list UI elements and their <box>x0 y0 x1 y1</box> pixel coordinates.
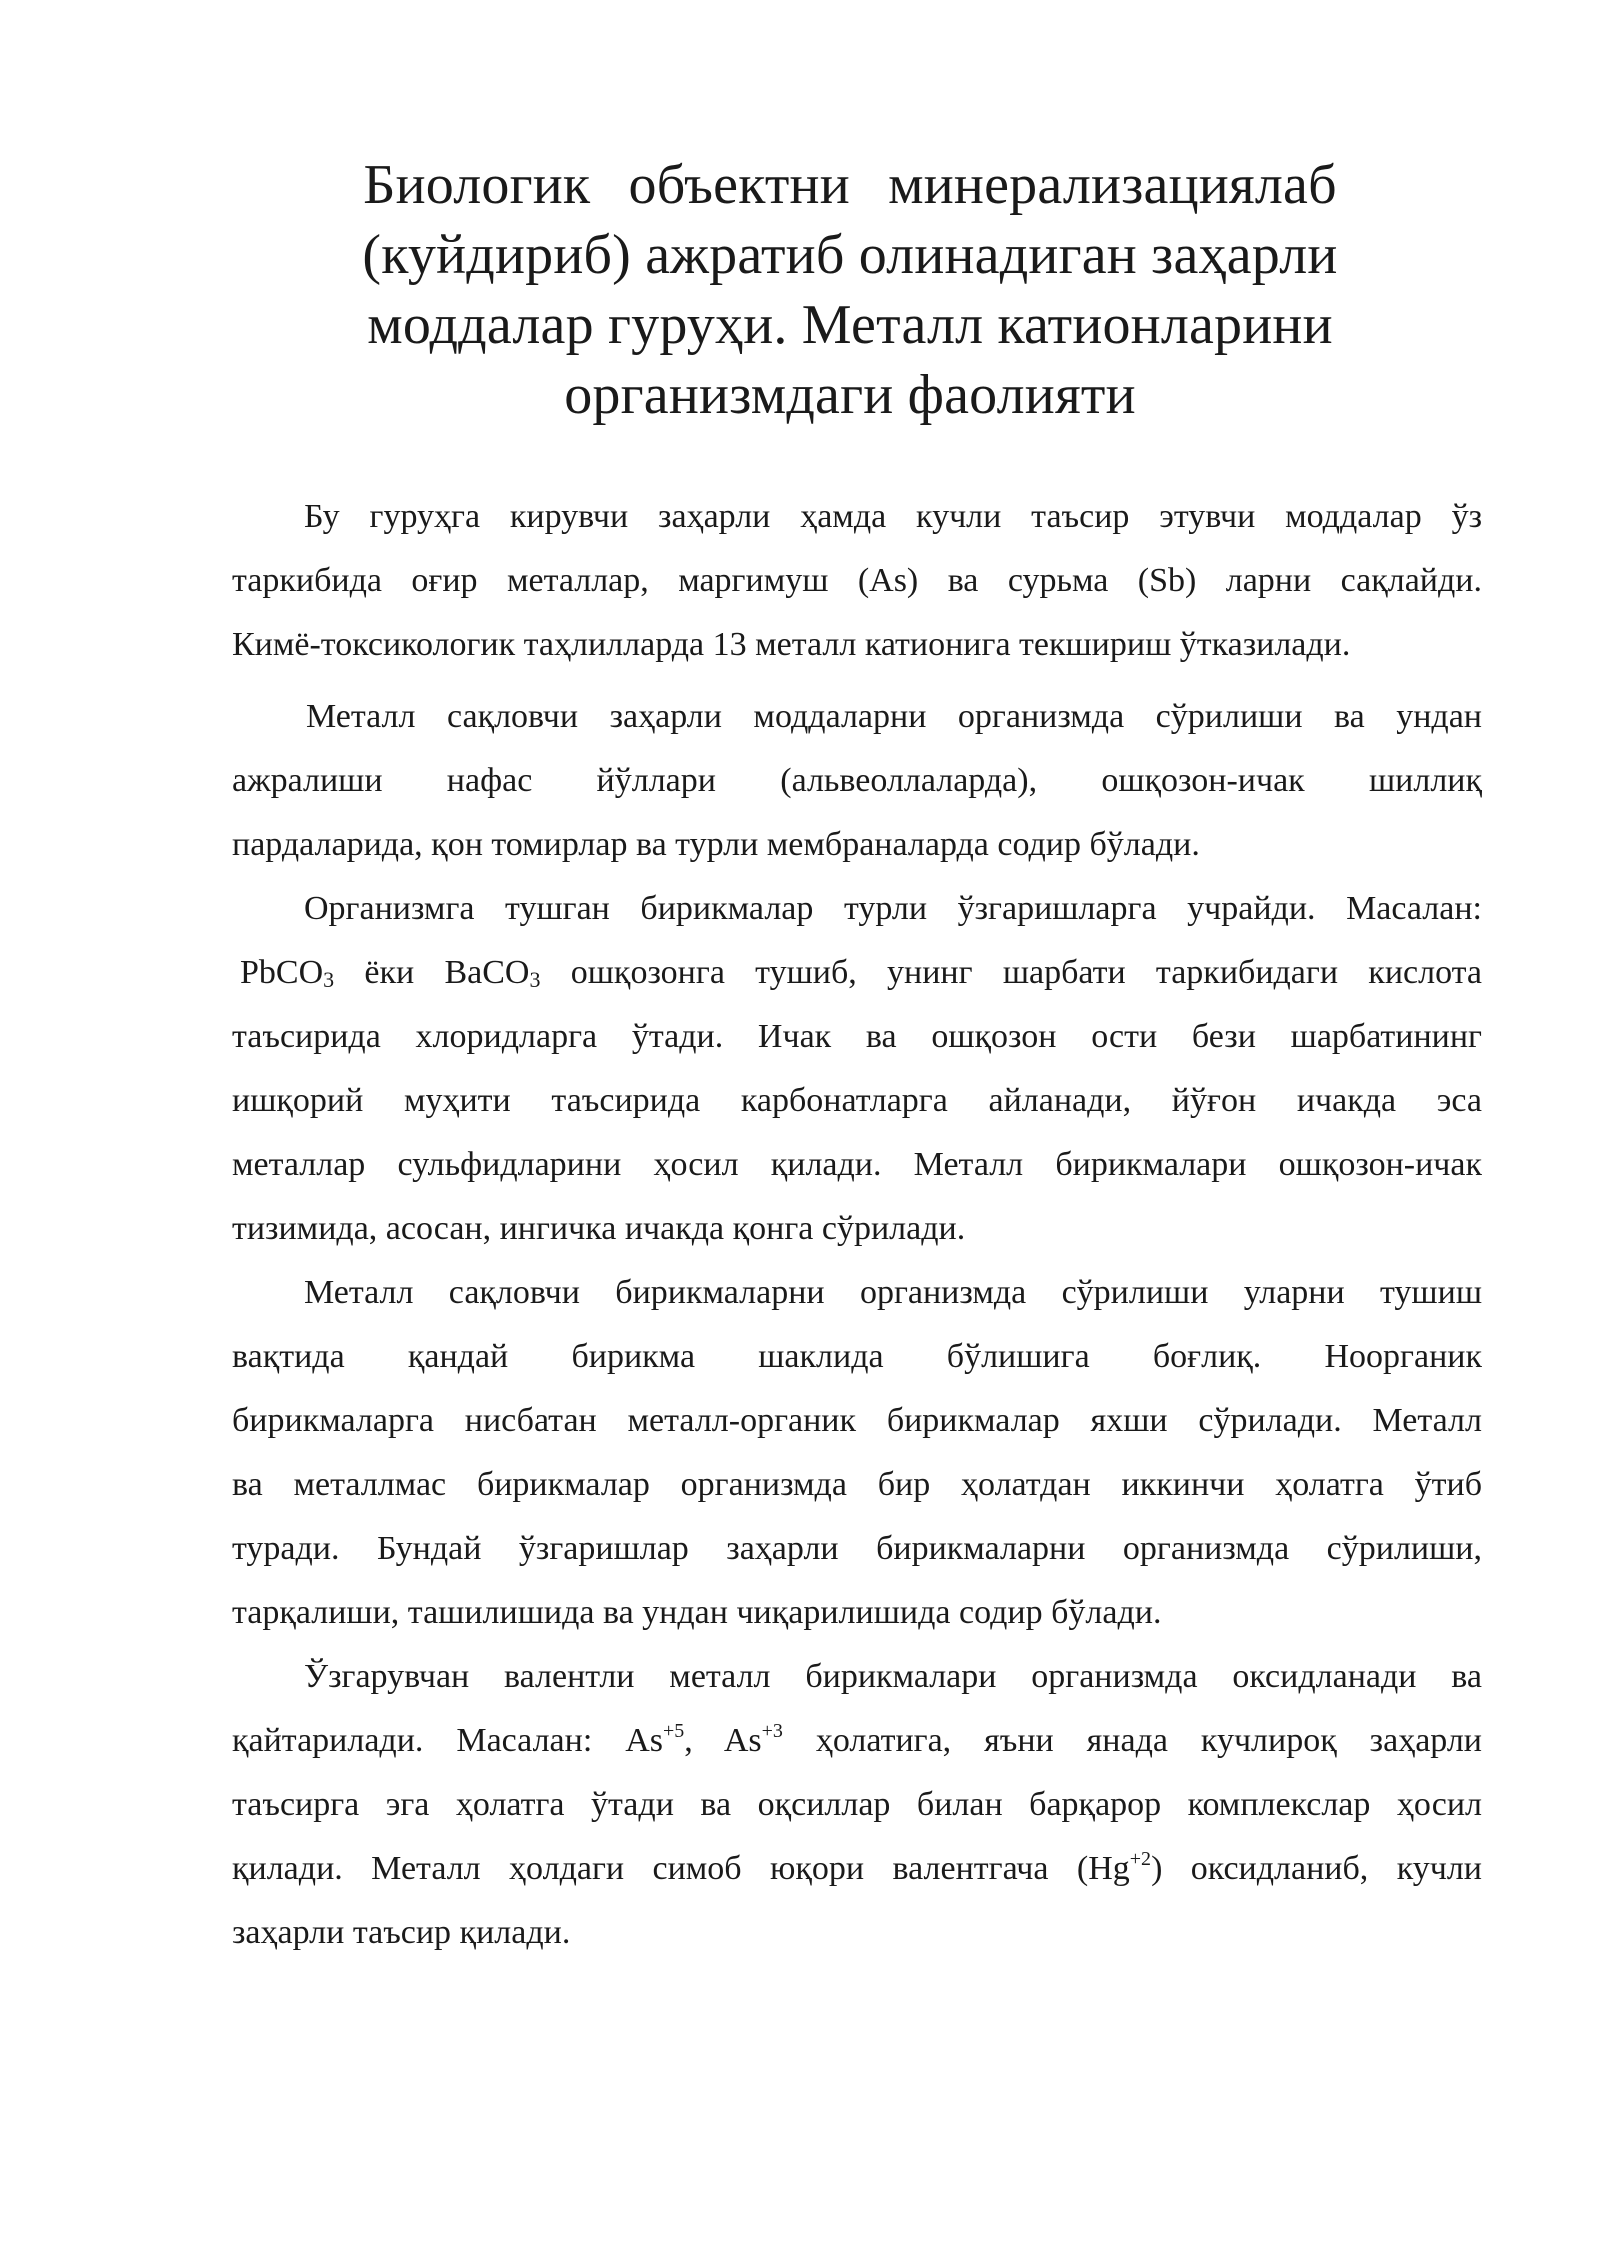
paragraph-3-line-1: Организмга тушган бирикмалар турли ўзгаришларга учрайди. Масалан: <box>304 890 1482 927</box>
paragraph-4 <box>232 1261 1482 1645</box>
paragraph-1-line-1: Бу гуруҳга кирувчи заҳарли ҳамда кучли таъсир этувчи моддалар ўз <box>304 498 1482 535</box>
paragraph-4-line-2: вақтида қандай бирикма шаклида бўлишига боғлиқ. Ноорганик <box>232 1338 1482 1375</box>
paragraph-2 <box>232 685 1482 877</box>
paragraph-5-line-2: қайтарилади. Масалан: $As^{+5}$, $As^{+3}$ ҳолатига, яъни янада кучлироқ заҳарли <box>232 1720 1482 1759</box>
paragraph-5-line-5: заҳарли таъсир қилади. <box>232 1914 571 1951</box>
paragraph-2-line-1: Металл сақловчи заҳарли моддаларни организмда сўрилиши ва ундан <box>306 698 1482 735</box>
title-line-1: Биологик объектни минерализациялаб <box>363 154 1337 216</box>
paragraph-3-line-5: металлар сульфидларини ҳосил қилади. Металл бирикмалари ошқозон-ичак <box>232 1146 1482 1183</box>
paragraph-3 <box>232 877 1482 1261</box>
paragraph-4-line-6: тарқалиши, ташилишида ва ундан чиқарилишида содир бўлади. <box>232 1594 1162 1631</box>
paragraph-3-line-4: ишқорий муҳити таъсирида карбонатларга айланади, йўғон ичакда эса <box>232 1082 1482 1119</box>
paragraph-5-line-1: Ўзгарувчан валентли металл бирикмалари организмда оксидланади ва <box>304 1658 1482 1695</box>
title-line-2: (куйдириб) ажратиб олинадиган заҳарли <box>362 224 1338 286</box>
formula-baco3-subscript: 3 <box>529 967 541 992</box>
paragraph-5-line-4: қилади. Металл ҳолдаги симоб юқори валентгача $(Hg^{+2})$ оксидланиб, кучли <box>232 1848 1482 1887</box>
paragraph-1-line-2: таркибида оғир металлар, маргимуш (As) ва сурьма (Sb) ларни сақлайди. <box>232 562 1482 599</box>
formula-pbco3: PbCO$_3$ <box>240 954 335 992</box>
paragraph-4-line-5: туради. Бундай ўзгаришлар заҳарли бирикмаларни организмда сўрилиши, <box>232 1530 1482 1567</box>
paragraph-4-line-1: Металл сақловчи бирикмаларни организмда сўрилиши уларни тушиш <box>304 1274 1482 1311</box>
paragraph-5 <box>232 1645 1482 1965</box>
arsenic-plus3-superscript: +3 <box>761 1720 783 1742</box>
paragraph-2-line-3: пардаларида, қон томирлар ва турли мембраналарда содир бўлади. <box>232 826 1200 863</box>
document-title <box>330 150 1370 430</box>
paragraph-4-line-4: ва металлмас бирикмалар организмда бир ҳолатдан иккинчи ҳолатга ўтиб <box>232 1466 1482 1503</box>
title-line-3: моддалар гуруҳи. Металл катионларини <box>367 294 1333 356</box>
paragraph-2-line-2: ажралиши нафас йўллари (альвеоллаларда), ошқозон-ичак шиллиқ <box>232 762 1482 799</box>
mercury-plus2-superscript: +2 <box>1129 1848 1152 1870</box>
arsenic-plus5-superscript: +5 <box>663 1720 685 1742</box>
paragraph-3-line-2: PbCO$_3$ ёки BaCO$_3$ ошқозонга тушиб, унинг шарбати таркибидаги кислота <box>240 954 1482 992</box>
title-line-4: организмдаги фаолияти <box>564 364 1136 426</box>
paragraph-1-line-3: Кимё-токсикологик таҳлилларда 13 металл катионига текшириш ўтказилади. <box>232 626 1351 663</box>
paragraph-5-line-3: таъсирга эга ҳолатга ўтади ва оқсиллар билан барқарор комплекслар ҳосил <box>232 1786 1482 1823</box>
paragraph-3-line-3: таъсирида хлоридларга ўтади. Ичак ва ошқозон ости бези шарбатининг <box>232 1018 1482 1055</box>
document-body <box>232 485 1482 1965</box>
paragraph-1 <box>232 485 1482 677</box>
paragraph-4-line-3: бирикмаларга нисбатан металл-органик бирикмалар яхши сўрилади. Металл <box>232 1402 1482 1439</box>
paragraph-3-line-6: тизимида, асосан, ингичка ичакда қонга сўрилади. <box>232 1210 966 1247</box>
